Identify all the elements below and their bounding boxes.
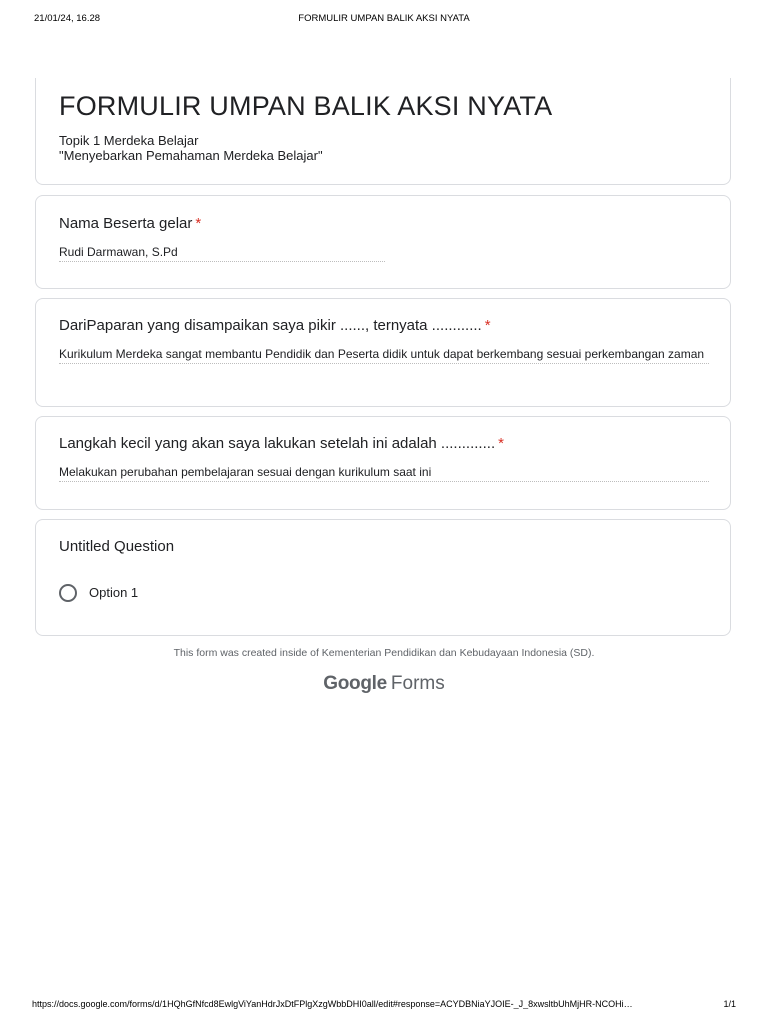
question-card: [35, 416, 731, 510]
question-title: [59, 317, 491, 334]
question-title-text: DariPaparan yang disampaikan saya pikir ......, ternyata ............: [59, 317, 482, 334]
forms-wordmark: Forms: [390, 673, 445, 694]
page-number: 1/1: [723, 999, 736, 1009]
print-title: FORMULIR UMPAN BALIK AKSI NYATA: [298, 13, 470, 24]
question-title: Untitled Question: [59, 538, 175, 555]
required-mark: *: [484, 317, 491, 334]
question-card: [35, 519, 731, 636]
form-footer-note: This form was created inside of Kementerian Pendidikan dan Kebudayaan Indonesia (SD).: [173, 647, 595, 659]
print-header: [0, 13, 768, 27]
form-header-card: [35, 78, 731, 185]
form-description-line: Topik 1 Merdeka Belajar: [59, 133, 199, 148]
answer-text[interactable]: Rudi Darmawan, S.Pd: [59, 244, 385, 262]
form-title: FORMULIR UMPAN BALIK AKSI NYATA: [59, 91, 553, 121]
print-date: 21/01/24, 16.28: [34, 13, 101, 24]
radio-button[interactable]: [59, 584, 77, 602]
required-mark: *: [498, 435, 504, 452]
question-title: [59, 215, 201, 232]
answer-text[interactable]: Melakukan perubahan pembelajaran sesuai dengan kurikulum saat ini: [59, 464, 709, 482]
form-description: [59, 133, 323, 163]
question-title: [59, 435, 504, 452]
question-title-text: Langkah kecil yang akan saya lakukan setelah ini adalah .............: [59, 435, 496, 452]
required-mark: *: [195, 215, 202, 232]
question-card: [35, 298, 731, 407]
form-description-line: "Menyebarkan Pemahaman Merdeka Belajar": [59, 148, 323, 163]
google-wordmark: Google: [323, 673, 387, 694]
question-title-text: Nama Beserta gelar: [59, 215, 193, 232]
answer-text[interactable]: Kurikulum Merdeka sangat membantu Pendidik dan Peserta didik untuk dapat berkembang sesuai perkembangan zaman: [59, 346, 709, 364]
question-card: [35, 195, 731, 289]
radio-option-label: Option 1: [89, 585, 139, 600]
print-url: https://docs.google.com/forms/d/1HQhGfNfcd8EwlgViYanHdrJxDtFPlgXzgWbbDHI0all/edit#response=ACYDBNiaYJOIE-_J_8xwsltbUhMjHR-NCOHi…: [32, 999, 633, 1009]
google-forms-logo: [0, 673, 768, 695]
